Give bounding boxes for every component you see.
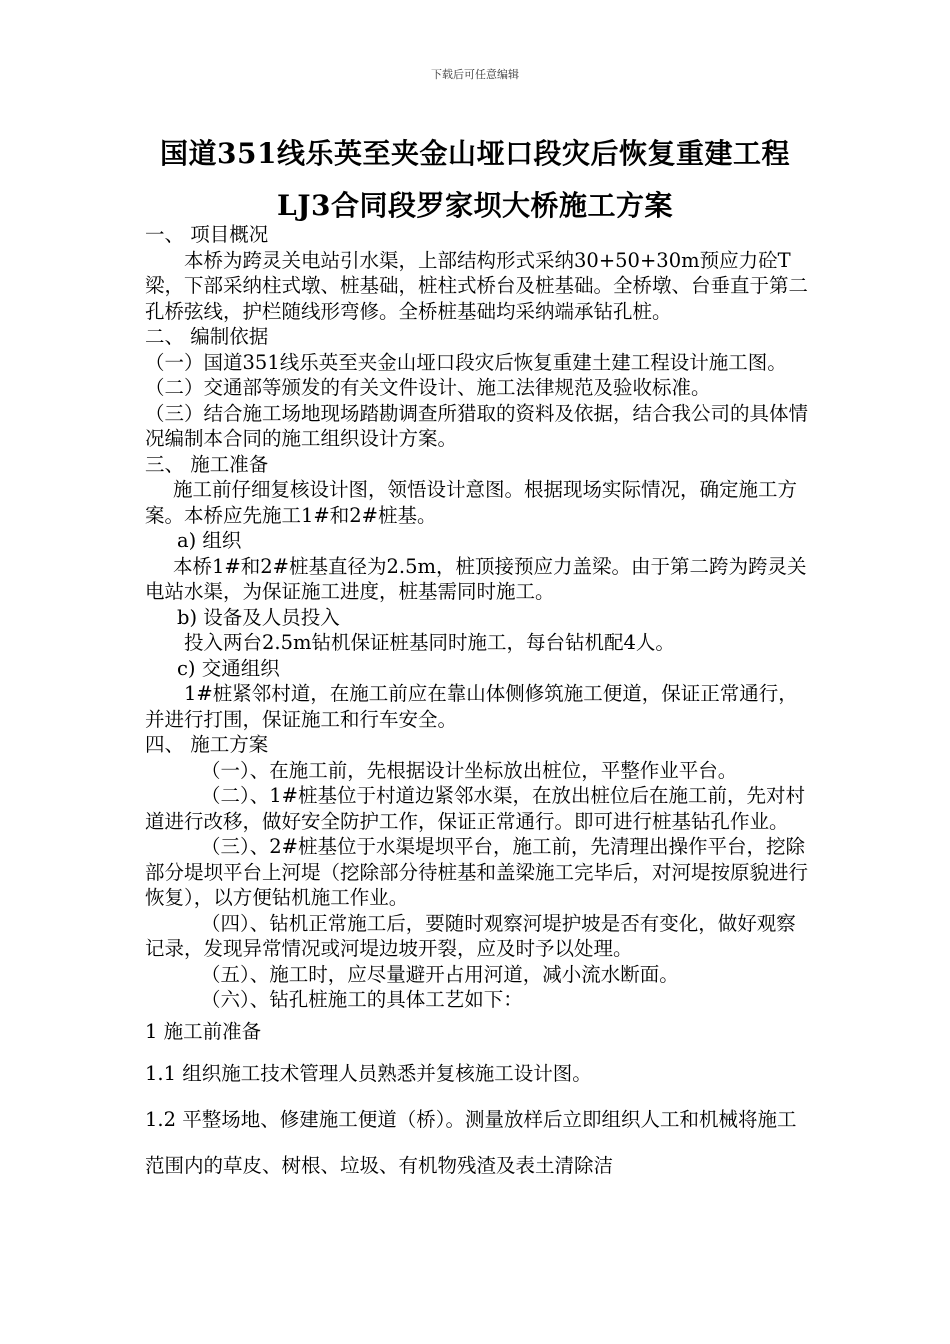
- paragraph: （六）、钻孔桩施工的具体工艺如下：: [201, 988, 523, 1011]
- paragraph: （二）交通部等颁发的有关文件设计、施工法律规范及验收标准。: [145, 376, 711, 399]
- paragraph: 施工前仔细复核设计图，领悟设计意图。根据现场实际情况，确定施工方案。本桥应先施工1#和2#桩基。: [145, 478, 798, 527]
- paragraph: 投入两台2.5m钻机保证桩基同时施工，每台钻机配4人。: [184, 631, 675, 654]
- title-line-2: LJ3合同段罗家坝大桥施工方案: [277, 189, 673, 222]
- paragraph: 1.1 组织施工技术管理人员熟悉并复核施工设计图。: [145, 1061, 592, 1085]
- document-body: [145, 222, 815, 1189]
- paragraph: （一）、在施工前，先根据设计坐标放出桩位，平整作业平台。: [201, 758, 738, 782]
- paragraph: 本桥1#和2#桩基直径为2.5m，桩顶接预应力盖梁。由于第二跨为跨灵关电站水渠，为保证施工进度，桩基需同时施工。: [145, 554, 807, 603]
- paragraph: （四）、钻机正常施工后，要随时观察河堤护坡是否有变化，做好观察记录，发现异常情况或河堤边坡开裂，应及时予以处理。: [145, 911, 796, 960]
- header-note: 下载后可任意编辑: [431, 68, 519, 81]
- section-heading: 二、 编制依据: [145, 325, 269, 348]
- title-line-1: 国道351线乐英至夹金山垭口段灾后恢复重建工程: [160, 137, 790, 170]
- sub-heading: c) 交通组织: [177, 656, 280, 680]
- paragraph: （三）结合施工场地现场踏勘调查所猎取的资料及依据，结合我公司的具体情况编制本合同的施工组织设计方案。: [145, 401, 809, 450]
- section-heading: 四、 施工方案: [145, 733, 269, 756]
- paragraph: （二）、1#桩基位于村道边紧邻水渠，在放出桩位后在施工前，先对村道进行改移，做好安全防护工作，保证正常通行。即可进行桩基钻孔作业。: [145, 784, 805, 833]
- paragraph: 1.2 平整场地、修建施工便道（桥）。测量放样后立即组织人工和机械将施工范围内的草皮、树根、垃圾、有机物残渣及表土清除洁: [145, 1107, 797, 1177]
- sub-heading: a) 组织: [177, 529, 242, 552]
- paragraph: （五）、施工时，应尽量避开占用河道，减小流水断面。: [201, 962, 679, 986]
- section-heading: 一、 项目概况: [145, 223, 269, 246]
- paragraph: （三）、2#桩基位于水渠堤坝平台，施工前，先清理出操作平台，挖除部分堤坝平台上河堤（挖除部分待桩基和盖梁施工完毕后，对河堤按原貌进行恢复），以方便钻机施工作业。: [145, 835, 809, 909]
- sub-heading: b) 设备及人员投入: [177, 605, 340, 629]
- section-heading: 1 施工前准备: [145, 1019, 262, 1043]
- paragraph: 本桥为跨灵关电站引水渠，上部结构形式采纳30+50+30m预应力砼T梁，下部采纳柱式墩、桩基础，桩柱式桥台及桩基础。全桥墩、台垂直于第二孔桥弦线，护栏随线形弯修。全桥桩基础均采纳端承钻孔桩。: [145, 248, 809, 323]
- paragraph: 1#桩紧邻村道，在施工前应在靠山体侧修筑施工便道，保证正常通行，并进行打围，保证施工和行车安全。: [145, 682, 798, 731]
- paragraph: （一）国道351线乐英至夹金山垭口段灾后恢复重建土建工程设计施工图。: [145, 350, 787, 374]
- section-heading: 三、 施工准备: [145, 452, 269, 476]
